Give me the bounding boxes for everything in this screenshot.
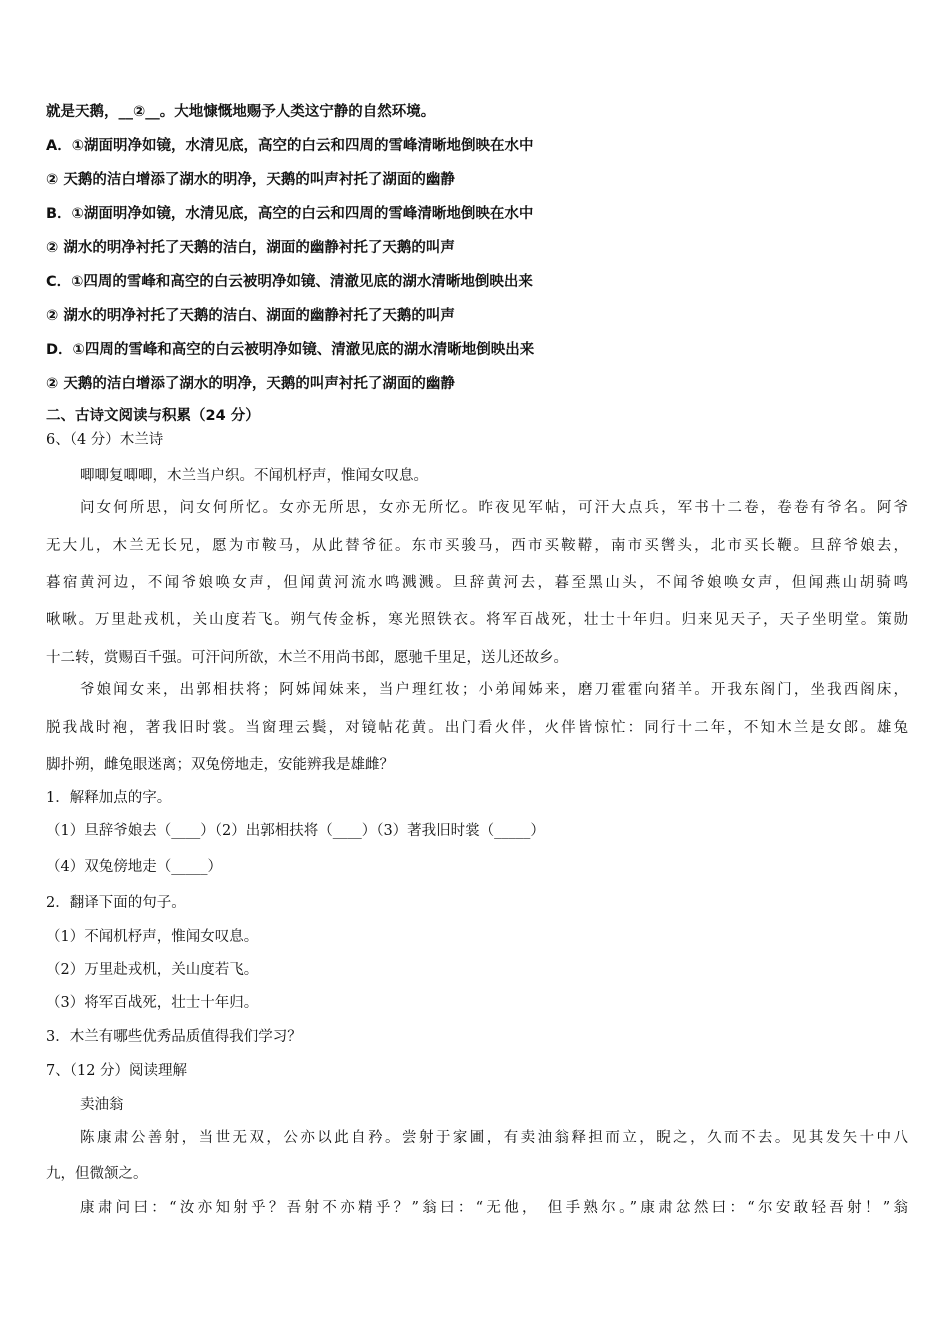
option-d-line-1: D．①四周的雪峰和高空的白云被明净如镜、清澈见底的湖水清晰地倒映出来 <box>46 342 535 358</box>
poem-paragraph-3-line-3: 脚扑朔，雌兔眼迷离；双兔傍地走，安能辨我是雄雌？ <box>46 757 394 773</box>
subquestion-1-items-b: （4）双兔傍地走（_____） <box>46 859 222 875</box>
option-b-line-1: B．①湖面明净如镜，水清见底，高空的白云和四周的雪峰清晰地倒映在水中 <box>46 206 534 222</box>
poem-paragraph-2-line-4: 啾啾。万里赴戎机，关山度若飞。朔气传金柝，寒光照铁衣。将军百战死，壮士十年归。归来见天子，天子坐明堂。策勋 <box>46 612 908 628</box>
subquestion-2: 2．翻译下面的句子。 <box>46 895 186 911</box>
poem-paragraph-1: 唧唧复唧唧，木兰当户织。不闻机杼声，惟闻女叹息。 <box>80 468 428 484</box>
option-a-line-2: ② 天鹅的洁白增添了湖水的明净，天鹅的叫声衬托了湖面的幽静 <box>46 172 455 188</box>
reading-title: 卖油翁 <box>80 1097 124 1113</box>
option-c-line-1: C．①四周的雪峰和高空的白云被明净如镜、清澈见底的湖水清晰地倒映出来 <box>46 274 533 290</box>
poem-paragraph-3-line-2: 脱我战时袍，著我旧时裳。当窗理云鬓，对镜帖花黄。出门看火伴，火伴皆惊忙：同行十二年，不知木兰是女郎。雄兔 <box>46 720 908 736</box>
reading-paragraph-1-line-1: 陈康肃公善射，当世无双，公亦以此自矜。尝射于家圃，有卖油翁释担而立，睨之，久而不去。见其发矢十中八 <box>80 1130 908 1146</box>
option-d-line-2: ② 天鹅的洁白增添了湖水的明净，天鹅的叫声衬托了湖面的幽静 <box>46 376 455 392</box>
question-7-title: 7、（12 分）阅读理解 <box>46 1063 188 1079</box>
poem-paragraph-2-line-1: 问女何所思，问女何所忆。女亦无所思，女亦无所忆。昨夜见军帖，可汗大点兵，军书十二卷，卷卷有爷名。阿爷 <box>80 500 908 516</box>
poem-paragraph-3-line-1: 爷娘闻女来，出郭相扶将；阿姊闻妹来，当户理红妆；小弟闻姊来，磨刀霍霍向猪羊。开我东阁门，坐我西阁床， <box>80 682 908 698</box>
subquestion-1-items-a: （1）旦辞爷娘去（____）（2）出郭相扶将（____）（3）著我旧时裳（_____） <box>46 823 545 839</box>
question-6-title: 6、（4 分）木兰诗 <box>46 432 164 448</box>
reading-paragraph-2-line-1: 康肃问曰：“汝亦知射乎？吾射不亦精乎？”翁曰：“无他， 但手熟尔。”康肃忿然曰：“尔安敢轻吾射！”翁 <box>80 1200 908 1216</box>
subquestion-3: 3．木兰有哪些优秀品质值得我们学习？ <box>46 1029 302 1045</box>
option-c-line-2: ② 湖水的明净衬托了天鹅的洁白、湖面的幽静衬托了天鹅的叫声 <box>46 308 455 324</box>
poem-paragraph-2-line-5: 十二转，赏赐百千强。可汗问所欲，木兰不用尚书郎，愿驰千里足，送儿还故乡。 <box>46 650 568 666</box>
subquestion-2-item-2: （2）万里赴戎机，关山度若飞。 <box>46 962 259 978</box>
subquestion-2-item-3: （3）将军百战死，壮士十年归。 <box>46 995 259 1011</box>
poem-paragraph-2-line-2: 无大儿，木兰无长兄，愿为市鞍马，从此替爷征。东市买骏马，西市买鞍鞯，南市买辔头，北市买长鞭。旦辞爷娘去， <box>46 538 908 554</box>
option-b-line-2: ② 湖水的明净衬托了天鹅的洁白，湖面的幽静衬托了天鹅的叫声 <box>46 240 455 256</box>
subquestion-2-item-1: （1）不闻机杼声，惟闻女叹息。 <box>46 929 259 945</box>
subquestion-1: 1．解释加点的字。 <box>46 790 172 806</box>
section-heading: 二、古诗文阅读与积累（24 分） <box>46 408 260 424</box>
passage-continuation: 就是天鹅，__②__。大地慷慨地赐予人类这宁静的自然环境。 <box>46 104 436 120</box>
reading-paragraph-1-line-2: 九，但微颔之。 <box>46 1166 148 1182</box>
poem-paragraph-2-line-3: 暮宿黄河边，不闻爷娘唤女声，但闻黄河流水鸣溅溅。旦辞黄河去，暮至黑山头，不闻爷娘唤女声，但闻燕山胡骑鸣 <box>46 575 908 591</box>
option-a-line-1: A．①湖面明净如镜，水清见底，高空的白云和四周的雪峰清晰地倒映在水中 <box>46 138 534 154</box>
